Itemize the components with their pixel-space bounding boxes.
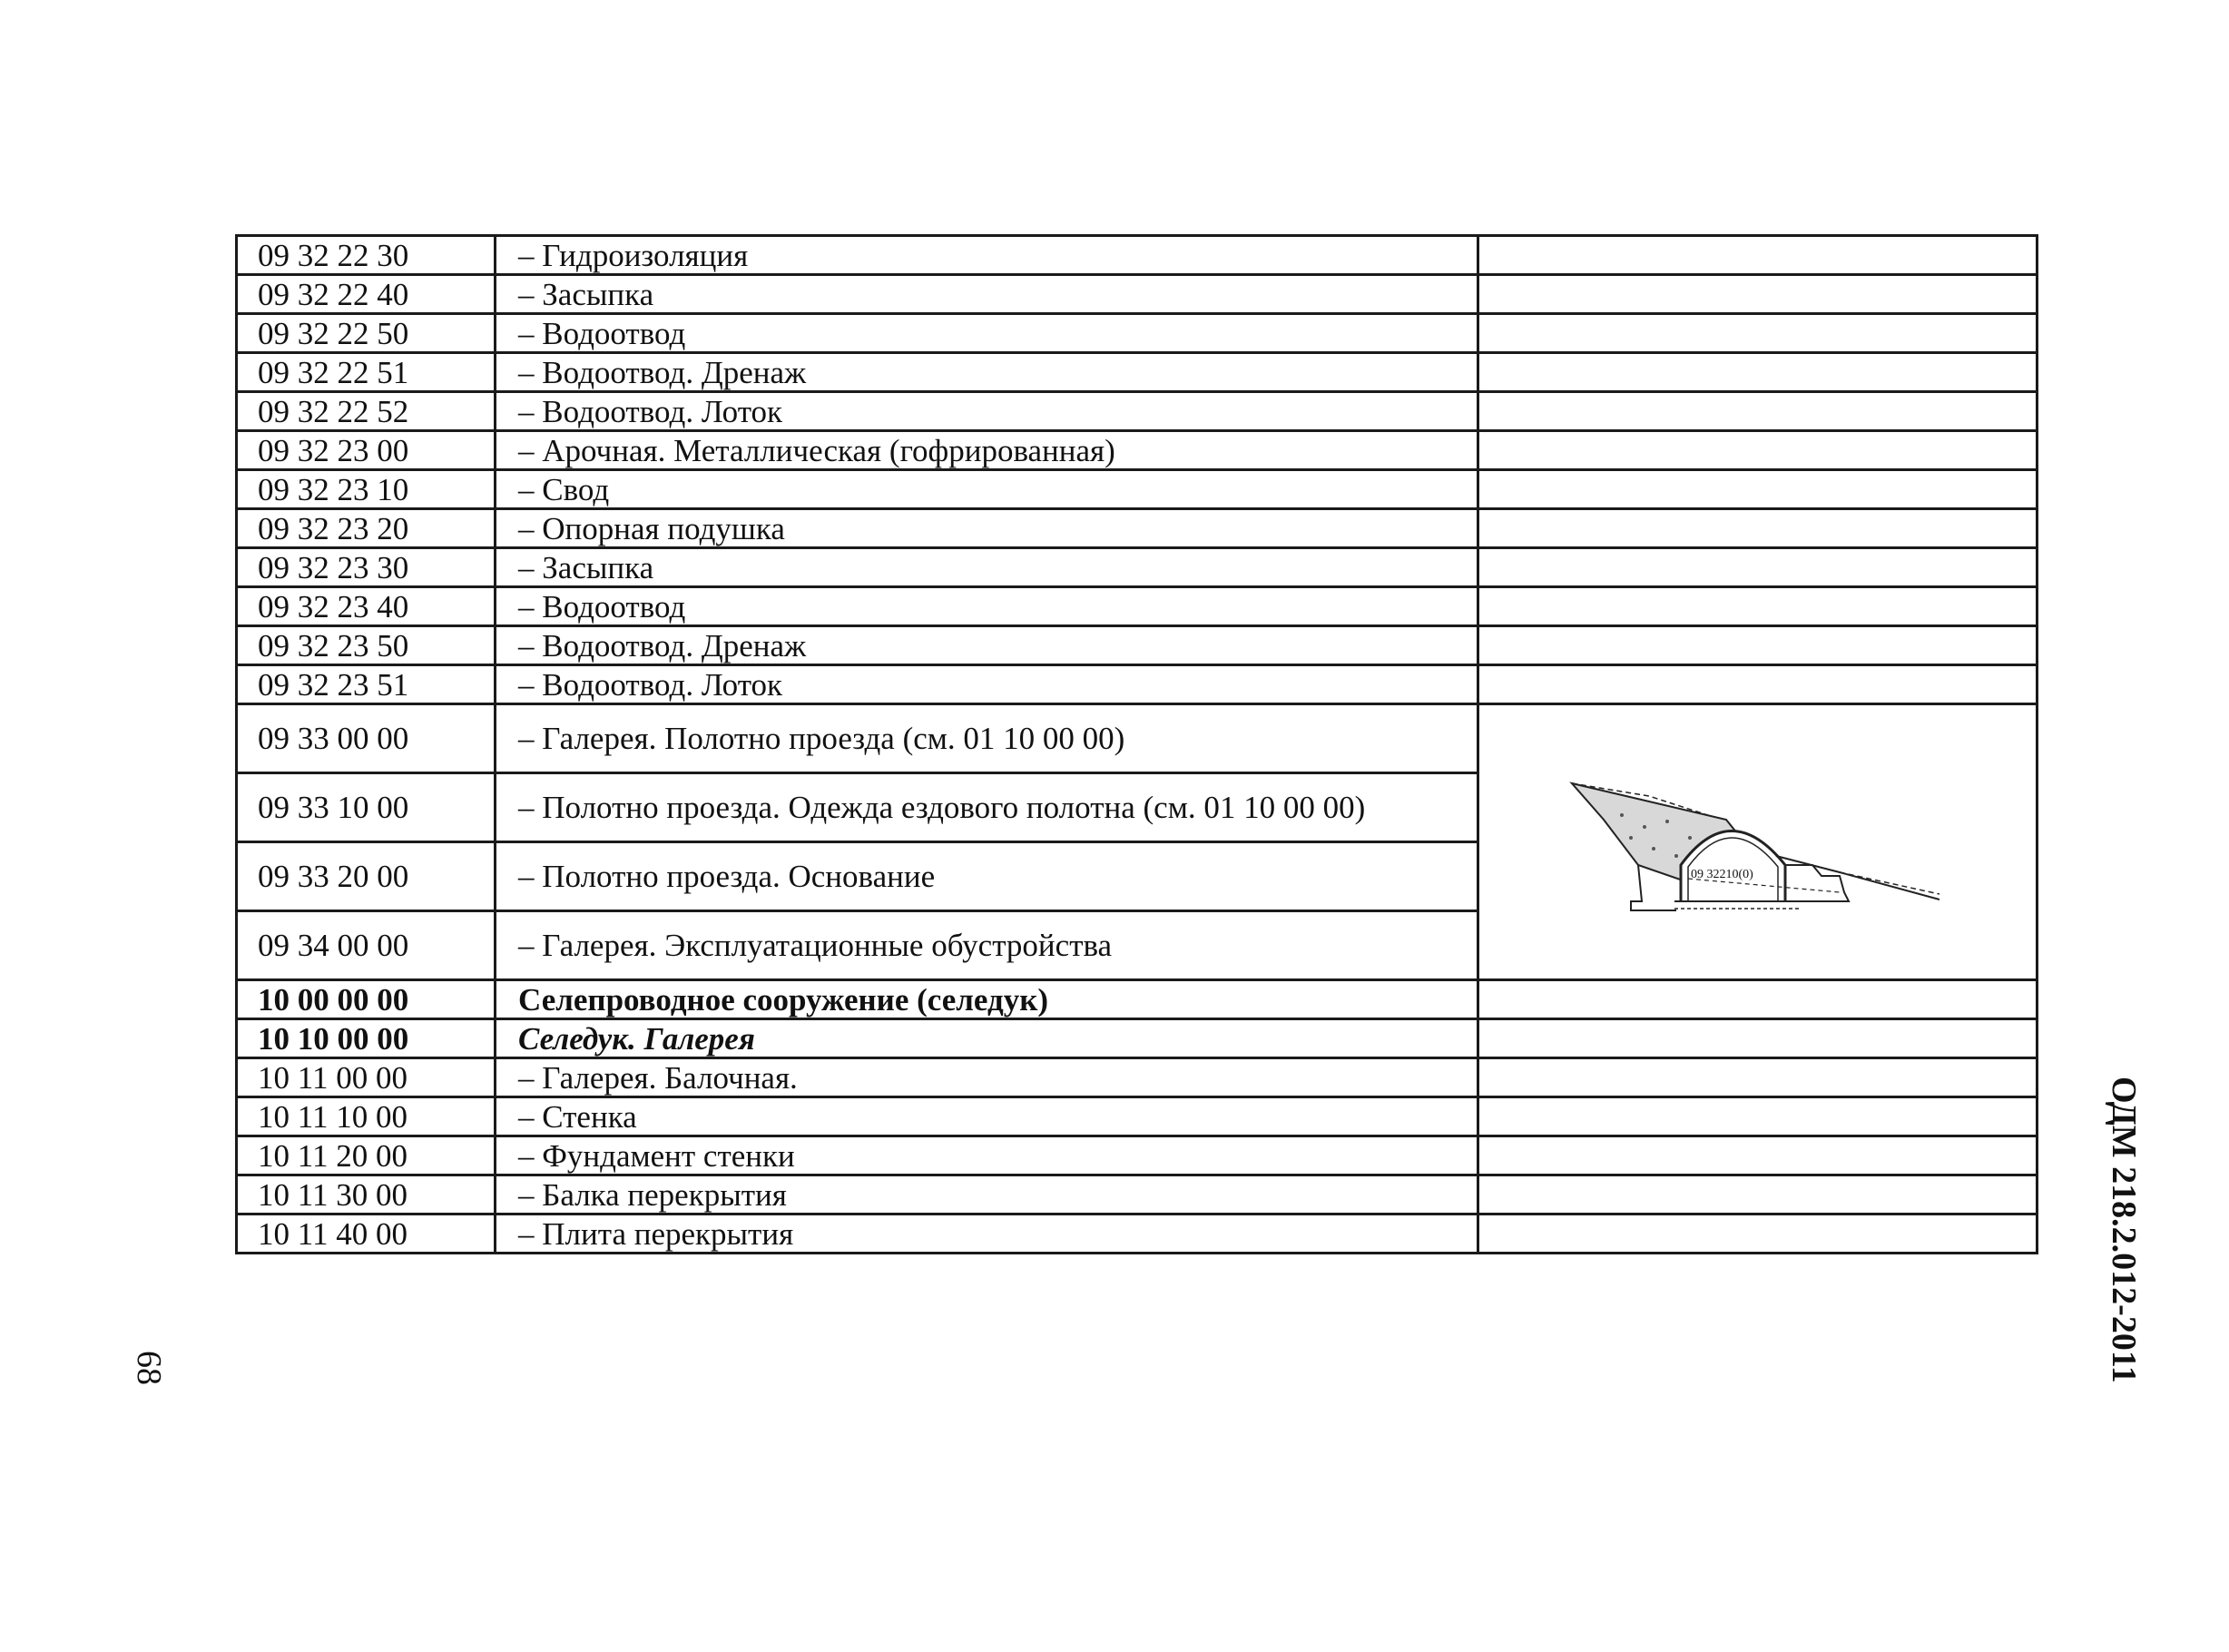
name-cell: – Стенка <box>496 1097 1478 1136</box>
table-row <box>237 236 2038 275</box>
figure-label: 09 32210(0) <box>1690 867 1753 881</box>
image-cell-empty <box>1478 1097 2038 1136</box>
code-cell: 09 32 22 30 <box>237 236 496 275</box>
gallery-cross-section-figure <box>1567 765 1949 919</box>
code-cell: 09 32 23 51 <box>237 665 496 704</box>
image-cell-empty <box>1478 1019 2038 1058</box>
name-cell: – Галерея. Эксплуатационные обустройства <box>496 911 1478 980</box>
image-cell-empty <box>1478 980 2038 1019</box>
table-row <box>237 1019 2038 1058</box>
name-cell: – Засыпка <box>496 275 1478 314</box>
image-cell-empty <box>1478 392 2038 431</box>
name-cell: – Водоотвод. Дренаж <box>496 353 1478 392</box>
image-cell-empty <box>1478 314 2038 353</box>
name-cell: – Арочная. Металлическая (гофрированная) <box>496 431 1478 470</box>
image-cell-empty <box>1478 1136 2038 1175</box>
image-cell-empty <box>1478 626 2038 665</box>
code-cell: 09 32 23 20 <box>237 509 496 548</box>
name-cell: – Балка перекрытия <box>496 1175 1478 1214</box>
table-row <box>237 1175 2038 1214</box>
name-cell: – Полотно проезда. Основание <box>496 842 1478 911</box>
code-cell: 09 32 23 00 <box>237 431 496 470</box>
name-cell: Селедук. Галерея <box>496 1019 1478 1058</box>
table-row <box>237 587 2038 626</box>
image-cell-empty <box>1478 470 2038 509</box>
code-cell: 09 32 23 50 <box>237 626 496 665</box>
table-row <box>237 353 2038 392</box>
code-table <box>235 234 2038 1254</box>
image-cell-empty <box>1478 275 2038 314</box>
name-cell: – Водоотвод. Лоток <box>496 665 1478 704</box>
table-row <box>237 431 2038 470</box>
code-cell: 10 11 20 00 <box>237 1136 496 1175</box>
name-cell: – Плита перекрытия <box>496 1214 1478 1254</box>
code-cell: 09 32 22 40 <box>237 275 496 314</box>
table-row <box>237 275 2038 314</box>
name-cell: – Полотно проезда. Одежда ездового полотна (см. 01 10 00 00) <box>496 773 1478 842</box>
name-cell: – Водоотвод. Лоток <box>496 392 1478 431</box>
code-cell: 09 32 22 51 <box>237 353 496 392</box>
image-cell-empty <box>1478 665 2038 704</box>
image-cell-empty <box>1478 1175 2038 1214</box>
code-cell: 09 33 10 00 <box>237 773 496 842</box>
page-number: 68 <box>130 1351 168 1385</box>
code-cell: 09 33 00 00 <box>237 704 496 773</box>
table-row <box>237 392 2038 431</box>
table-row <box>237 1136 2038 1175</box>
table-row <box>237 704 2038 773</box>
table-row <box>237 314 2038 353</box>
image-cell-empty <box>1478 236 2038 275</box>
name-cell: – Водоотвод <box>496 314 1478 353</box>
image-cell-empty <box>1478 509 2038 548</box>
code-cell: 10 11 30 00 <box>237 1175 496 1214</box>
code-cell: 10 11 40 00 <box>237 1214 496 1254</box>
document-id: ОДМ 218.2.012-2011 <box>2105 1077 2143 1383</box>
name-cell: – Водоотвод <box>496 587 1478 626</box>
name-cell: – Опорная подушка <box>496 509 1478 548</box>
name-cell: – Водоотвод. Дренаж <box>496 626 1478 665</box>
code-cell: 09 33 20 00 <box>237 842 496 911</box>
code-cell: 09 32 23 30 <box>237 548 496 587</box>
name-cell: – Свод <box>496 470 1478 509</box>
table-row <box>237 548 2038 587</box>
name-cell: Селепроводное сооружение (селедук) <box>496 980 1478 1019</box>
name-cell: – Галерея. Балочная. <box>496 1058 1478 1097</box>
image-cell-empty <box>1478 587 2038 626</box>
name-cell: – Гидроизоляция <box>496 236 1478 275</box>
table-row <box>237 1097 2038 1136</box>
table-row <box>237 626 2038 665</box>
image-cell-empty <box>1478 353 2038 392</box>
code-cell: 10 00 00 00 <box>237 980 496 1019</box>
code-cell: 09 32 23 10 <box>237 470 496 509</box>
image-cell-empty <box>1478 1214 2038 1254</box>
code-cell: 10 11 10 00 <box>237 1097 496 1136</box>
code-cell: 09 34 00 00 <box>237 911 496 980</box>
image-cell-empty <box>1478 1058 2038 1097</box>
image-cell-empty <box>1478 548 2038 587</box>
table-row <box>237 980 2038 1019</box>
table-row <box>237 1214 2038 1254</box>
figure-cell <box>1478 704 2038 980</box>
table-row <box>237 470 2038 509</box>
name-cell: – Галерея. Полотно проезда (см. 01 10 00 00) <box>496 704 1478 773</box>
table-row <box>237 665 2038 704</box>
code-cell: 10 10 00 00 <box>237 1019 496 1058</box>
code-cell: 09 32 22 52 <box>237 392 496 431</box>
code-cell: 09 32 23 40 <box>237 587 496 626</box>
name-cell: – Засыпка <box>496 548 1478 587</box>
image-cell-empty <box>1478 431 2038 470</box>
table-row <box>237 1058 2038 1097</box>
code-cell: 10 11 00 00 <box>237 1058 496 1097</box>
table-row <box>237 509 2038 548</box>
name-cell: – Фундамент стенки <box>496 1136 1478 1175</box>
code-cell: 09 32 22 50 <box>237 314 496 353</box>
